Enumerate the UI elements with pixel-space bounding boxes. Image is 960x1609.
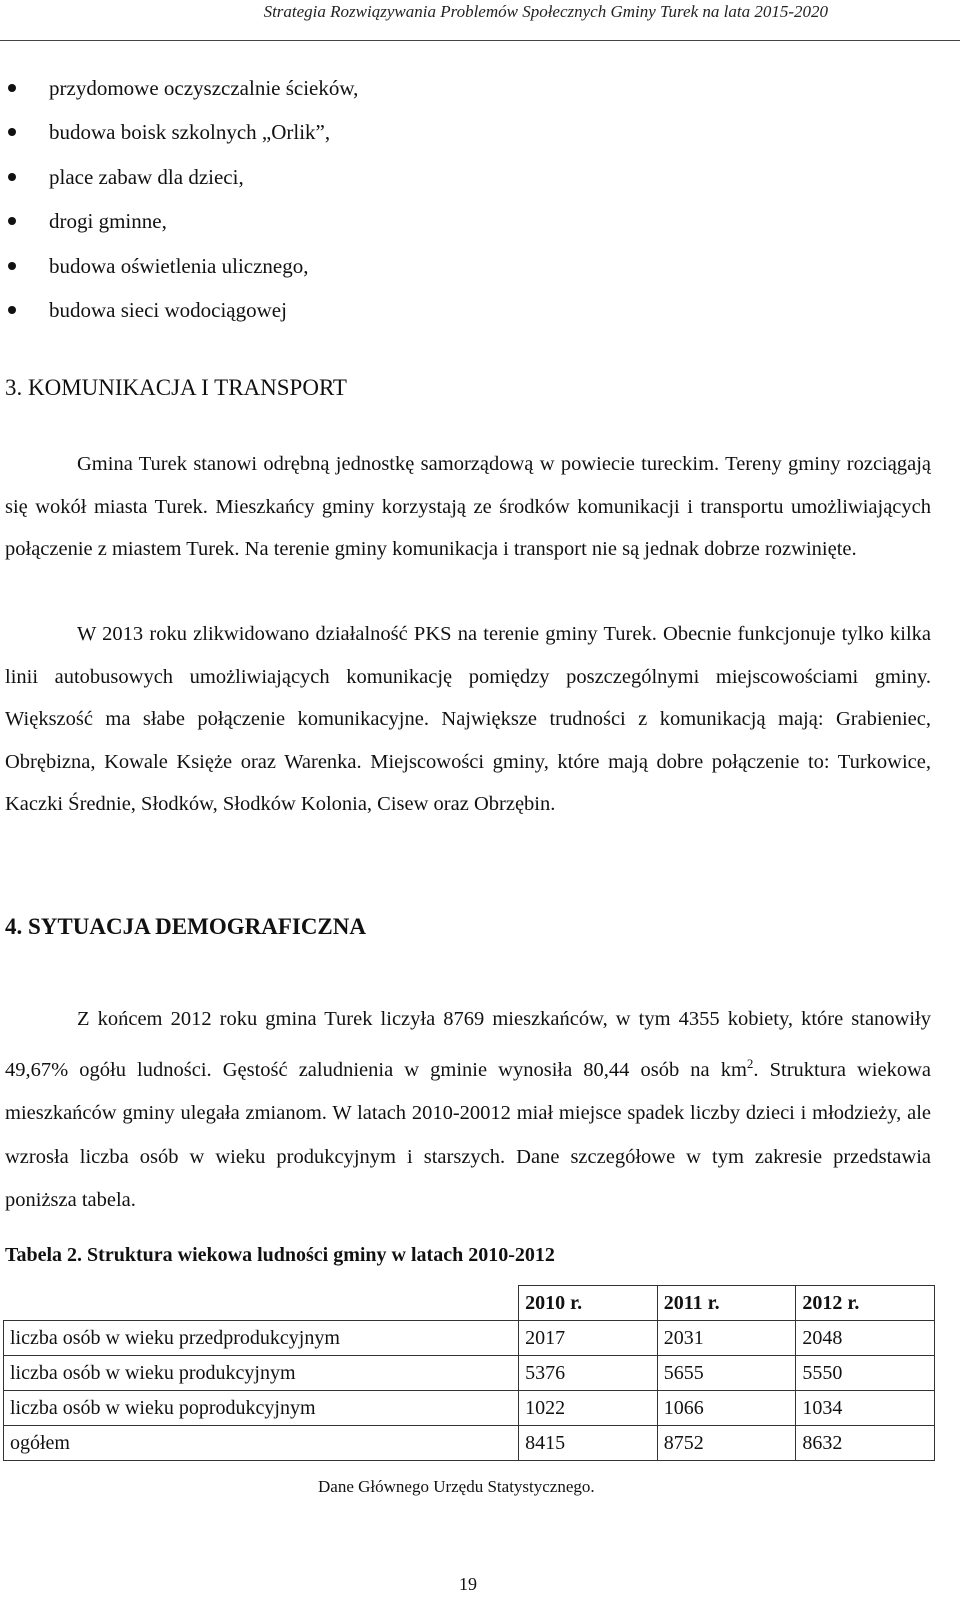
column-header: 2010 r. (519, 1286, 658, 1321)
age-structure-table (3, 1285, 935, 1461)
bullet-icon (8, 128, 16, 136)
page-header (0, 0, 960, 44)
list-item (0, 244, 358, 288)
list-item (0, 110, 358, 154)
bullet-icon (8, 84, 16, 92)
superscript: 2 (746, 1055, 754, 1071)
demography-paragraph (5, 998, 931, 1223)
list-item-text: place zabaw dla dzieci, (49, 164, 244, 189)
list-item (0, 199, 358, 243)
table-caption: Tabela 2. Struktura wiekowa ludności gminy w latach 2010-2012 (5, 1244, 555, 1266)
row-label: liczba osób w wieku poprodukcyjnym (4, 1391, 519, 1426)
table-cell: 8752 (657, 1426, 796, 1461)
table-source-note: Dane Głównego Urzędu Statystycznego. (318, 1477, 595, 1496)
list-item-text: budowa boisk szkolnych „Orlik”, (49, 120, 331, 145)
table-cell: 1034 (796, 1391, 935, 1426)
table-cell: 1022 (519, 1391, 658, 1426)
table-cell: 5376 (519, 1356, 658, 1391)
header-divider (0, 40, 960, 41)
bullet-icon (8, 173, 16, 181)
page-number: 19 (459, 1574, 477, 1594)
table-row (4, 1356, 935, 1391)
list-item-text: budowa sieci wodociągowej (49, 297, 287, 322)
column-header: 2011 r. (657, 1286, 796, 1321)
row-label: ogółem (4, 1426, 519, 1461)
table-corner-cell (4, 1286, 519, 1321)
row-label: liczba osób w wieku produkcyjnym (4, 1356, 519, 1391)
table-cell: 2017 (519, 1321, 658, 1356)
list-item (0, 155, 358, 199)
bullet-icon (8, 262, 16, 270)
list-item (0, 66, 358, 110)
table-cell: 5655 (657, 1356, 796, 1391)
table-cell: 8415 (519, 1426, 658, 1461)
table-row (4, 1426, 935, 1461)
table-cell: 5550 (796, 1356, 935, 1391)
list-item-text: drogi gminne, (49, 209, 167, 234)
transport-paragraph-2: W 2013 roku zlikwidowano działalność PKS na terenie gminy Turek. Obecnie funkcjonuje tylko kilka linii autobusowych umożliwiających komunikację pomiędzy poszczególnymi miejscowościami gminy. Większość ma słabe połączenie komunikacyjne. Największe trudności z komunikacją mają: Grabieniec, Obrębizna, Kowale Księże oraz Warenka. Miejscowości gminy, które mają dobre połączenie to: Turkowice, Kaczki Średnie, Słodków, Słodków Kolonia, Cisew oraz Obrzębin. (5, 623, 931, 815)
demography-text-part2: . Struktura wiekowa mieszkańców gminy ulegała zmianom. W latach 2010-20012 miał miejsce spadek liczby dzieci i młodzieży, ale wzrosła liczba osób w wieku produkcyjnym i starszych. Dane szczegółowe w tym zakresie przedstawia poniższa tabela. (5, 1058, 932, 1212)
bullet-icon (8, 306, 16, 314)
table-cell: 2048 (796, 1321, 935, 1356)
list-item-text: przydomowe oczyszczalnie ścieków, (49, 76, 359, 100)
table-row (4, 1321, 935, 1356)
bullet-icon (8, 217, 16, 225)
table-row (4, 1391, 935, 1426)
column-header: 2012 r. (796, 1286, 935, 1321)
demography-text-part1: Z końcem 2012 roku gmina Turek liczyła 8769 mieszkańców, w tym 4355 kobiety, które stanowiły 49,67% ogółu ludności. Gęstość zaludnienia w gminie wynosiła 80,44 osób na km (5, 1008, 931, 1081)
investment-bullet-list (0, 66, 358, 332)
document-title: Strategia Rozwiązywania Problemów Społecznych Gminy Turek na lata 2015-2020 (263, 2, 828, 21)
section-heading-demography: 4. SYTUACJA DEMOGRAFICZNA (5, 914, 366, 939)
section-heading-transport: 3. KOMUNIKACJA I TRANSPORT (5, 375, 347, 400)
transport-paragraph-1: Gmina Turek stanowi odrębną jednostkę samorządową w powiecie tureckim. Tereny gminy rozciągają się wokół miasta Turek. Mieszkańcy gminy korzystają ze środków komunikacji i transportu umożliwiających połączenie z miastem Turek. Na terenie gminy komunikacja i transport nie są jednak dobrze rozwinięte. (5, 453, 931, 560)
table-header-row (4, 1286, 935, 1321)
table-cell: 1066 (657, 1391, 796, 1426)
table-cell: 8632 (796, 1426, 935, 1461)
row-label: liczba osób w wieku przedprodukcyjnym (4, 1321, 519, 1356)
list-item-text: budowa oświetlenia ulicznego, (49, 253, 309, 278)
list-item (0, 288, 358, 332)
table-cell: 2031 (657, 1321, 796, 1356)
